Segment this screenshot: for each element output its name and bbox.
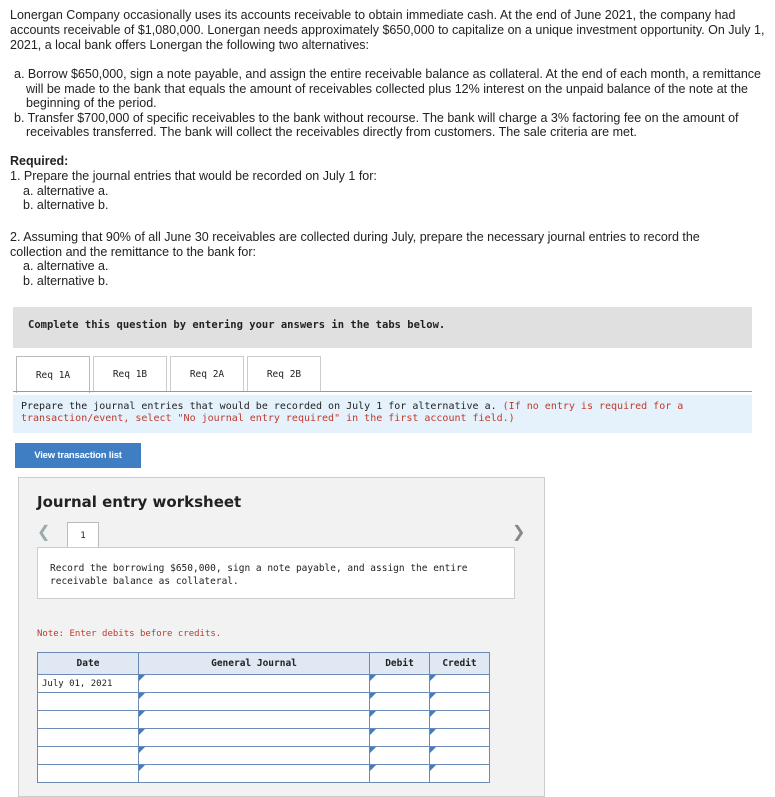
instruction-main: Prepare the journal entries that would be recorded on July 1 for alternative a. xyxy=(21,401,497,412)
input-marker-icon xyxy=(370,675,376,681)
tab-req-1b[interactable]: Req 1B xyxy=(93,356,167,391)
credit-field[interactable] xyxy=(430,729,490,747)
input-marker-icon xyxy=(430,693,436,699)
complete-label: Complete this question by entering your answers in the tabs below. xyxy=(28,319,446,331)
dropdown-marker-icon xyxy=(139,729,145,735)
account-field[interactable] xyxy=(139,729,370,747)
table-row xyxy=(38,675,490,693)
worksheet-note: Note: Enter debits before credits. xyxy=(37,629,222,639)
input-marker-icon xyxy=(370,693,376,699)
date-cell xyxy=(38,765,139,783)
col-date: Date xyxy=(38,653,139,675)
col-debit: Debit xyxy=(370,653,430,675)
question-1-a: a. alternative a. xyxy=(23,183,109,198)
dropdown-marker-icon xyxy=(139,693,145,699)
question-2 xyxy=(10,230,750,288)
instruction-box xyxy=(13,395,752,433)
input-marker-icon xyxy=(370,747,376,753)
tab-req-2a[interactable]: Req 2A xyxy=(170,356,244,391)
worksheet-description: Record the borrowing $650,000, sign a note payable, and assign the entire receivable balance as collateral. xyxy=(37,547,515,599)
debit-field[interactable] xyxy=(370,765,430,783)
debit-field[interactable] xyxy=(370,711,430,729)
table-row xyxy=(38,765,490,783)
date-cell xyxy=(38,711,139,729)
debit-field[interactable] xyxy=(370,729,430,747)
col-general-journal: General Journal xyxy=(139,653,370,675)
credit-field[interactable] xyxy=(430,747,490,765)
table-row xyxy=(38,711,490,729)
question-2-b: b. alternative b. xyxy=(23,273,109,288)
date-cell xyxy=(38,693,139,711)
input-marker-icon xyxy=(430,747,436,753)
alternatives-list xyxy=(14,67,762,140)
col-credit: Credit xyxy=(430,653,490,675)
input-marker-icon xyxy=(430,675,436,681)
question-1 xyxy=(10,169,377,213)
account-field[interactable] xyxy=(139,693,370,711)
question-1-text: 1. Prepare the journal entries that would be recorded on July 1 for: xyxy=(10,169,377,183)
required-heading: Required: xyxy=(10,154,69,168)
input-marker-icon xyxy=(370,711,376,717)
tab-req-2b[interactable]: Req 2B xyxy=(247,356,321,391)
tab-divider xyxy=(13,391,752,392)
question-2-a: a. alternative a. xyxy=(23,259,109,273)
question-1-b: b. alternative b. xyxy=(23,198,109,212)
table-row xyxy=(38,729,490,747)
chevron-left-icon[interactable]: ❮ xyxy=(37,524,51,541)
account-field[interactable] xyxy=(139,765,370,783)
chevron-right-icon[interactable]: ❯ xyxy=(512,524,526,541)
question-2-text: 2. Assuming that 90% of all June 30 receivables are collected during July, prepare the necessary journal entries to record the collection and the remittance to the bank for: xyxy=(10,230,700,259)
debit-field[interactable] xyxy=(370,693,430,711)
account-field[interactable] xyxy=(139,711,370,729)
account-field[interactable] xyxy=(139,675,370,693)
credit-field[interactable] xyxy=(430,693,490,711)
worksheet-title: Journal entry worksheet xyxy=(37,493,242,511)
view-transaction-list-button[interactable]: View transaction list xyxy=(15,443,141,468)
date-cell xyxy=(38,729,139,747)
input-marker-icon xyxy=(370,765,376,771)
dropdown-marker-icon xyxy=(139,711,145,717)
date-cell: July 01, 2021 xyxy=(38,675,139,693)
tab-req-1a[interactable]: Req 1A xyxy=(16,356,90,393)
req-tabs xyxy=(16,356,324,392)
credit-field[interactable] xyxy=(430,765,490,783)
dropdown-marker-icon xyxy=(139,747,145,753)
alternative-a: a. Borrow $650,000, sign a note payable, and assign the entire receivable balance as collateral. At the end of each month, a remittance will be made to the bank that equals the amount of receivables collected plus 12% interest on the unpaid balance of the note at the beginning of the period. xyxy=(14,67,762,110)
complete-banner xyxy=(13,307,752,348)
credit-field[interactable] xyxy=(430,711,490,729)
debit-field[interactable] xyxy=(370,747,430,765)
instruction-hint: (If no entry is required for a transaction/event, select "No journal entry required" in the first account field.) xyxy=(21,401,684,424)
input-marker-icon xyxy=(430,711,436,717)
credit-field[interactable] xyxy=(430,675,490,693)
input-marker-icon xyxy=(430,765,436,771)
table-row xyxy=(38,693,490,711)
input-marker-icon xyxy=(430,729,436,735)
dropdown-marker-icon xyxy=(139,675,145,681)
debit-field[interactable] xyxy=(370,675,430,693)
journal-entry-worksheet xyxy=(18,477,545,797)
problem-intro: Lonergan Company occasionally uses its accounts receivable to obtain immediate cash. At the end of June 2021, the company had accounts receivable of $1,080,000. Lonergan needs approximately $650,000 to capitalize on a unique investment opportunity. On July 1, 2021, a local bank offers Lonergan the following two alternatives: xyxy=(10,8,765,52)
account-field[interactable] xyxy=(139,747,370,765)
date-cell xyxy=(38,747,139,765)
alternative-b: b. Transfer $700,000 of specific receivables to the bank without recourse. The bank will charge a 3% factoring fee on the amount of receivables transferred. The bank will collect the receivables directly from customers. The sale criteria are met. xyxy=(14,110,739,139)
dropdown-marker-icon xyxy=(139,765,145,771)
input-marker-icon xyxy=(370,729,376,735)
worksheet-page-tab[interactable]: 1 xyxy=(67,522,99,549)
table-row xyxy=(38,747,490,765)
journal-table xyxy=(37,652,490,783)
